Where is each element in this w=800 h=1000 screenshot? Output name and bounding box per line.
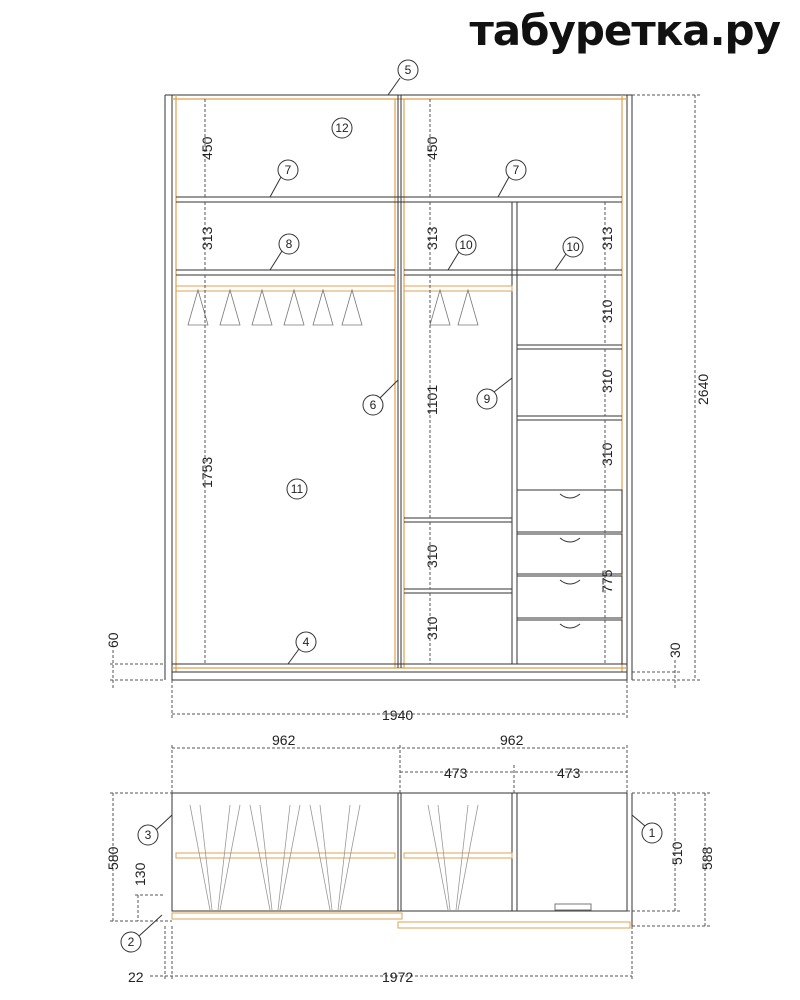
plan-callouts [128, 826, 656, 949]
dim-depth-inner: 510 [669, 841, 685, 865]
callout-1: 1 [648, 826, 656, 840]
dim-top-left: 450 [199, 136, 215, 160]
callout-3: 3 [144, 828, 152, 842]
dim-upper-left: 313 [199, 226, 215, 250]
dim-door-track: 130 [132, 862, 148, 886]
callout-6: 6 [369, 398, 377, 412]
dim-depth-total: 588 [699, 846, 715, 870]
dim-section-right: 962 [500, 732, 524, 748]
callout-4: 4 [302, 635, 310, 649]
callout-7-right: 7 [512, 163, 520, 177]
dim-sub-left: 473 [444, 765, 468, 781]
plan-outline [172, 793, 627, 911]
dim-shelf-right-3: 310 [599, 442, 615, 466]
site-logo: табуретка.ру [469, 6, 780, 55]
front-dimensions [105, 136, 711, 723]
dim-plinth-right: 30 [667, 642, 683, 658]
callout-8: 8 [285, 237, 293, 251]
callout-2: 2 [127, 935, 135, 949]
dim-upper-right: 313 [599, 226, 615, 250]
callout-10-right: 10 [566, 240, 580, 254]
carcass-outline [172, 95, 627, 680]
callout-10-mid: 10 [459, 238, 473, 252]
dim-top-mid: 450 [424, 136, 440, 160]
dim-offset: 22 [128, 969, 144, 985]
dim-shelf-right-2: 310 [599, 369, 615, 393]
callout-12: 12 [335, 121, 349, 135]
dim-shelf-mid-1: 310 [424, 544, 440, 568]
plan-view [110, 745, 710, 980]
callout-7-left: 7 [284, 163, 292, 177]
callout-11: 11 [290, 482, 304, 496]
callout-5: 5 [404, 63, 412, 77]
dim-total-width: 1940 [382, 707, 414, 723]
dim-shelf-mid-2: 310 [424, 616, 440, 640]
callout-9: 9 [483, 392, 491, 406]
dim-plinth-left: 60 [105, 632, 121, 648]
dim-shelf-right-1: 310 [599, 299, 615, 323]
dim-total-height: 2640 [695, 373, 711, 405]
dim-sub-right: 473 [557, 765, 581, 781]
dim-depth-left: 580 [105, 846, 121, 870]
dim-plan-total-width: 1972 [382, 969, 414, 985]
dim-upper-mid: 313 [424, 226, 440, 250]
dim-drawers-right: 775 [599, 569, 615, 593]
dim-hanging-left: 1753 [199, 456, 215, 488]
dim-hanging-mid: 1101 [424, 384, 440, 415]
dim-section-left: 962 [272, 732, 296, 748]
